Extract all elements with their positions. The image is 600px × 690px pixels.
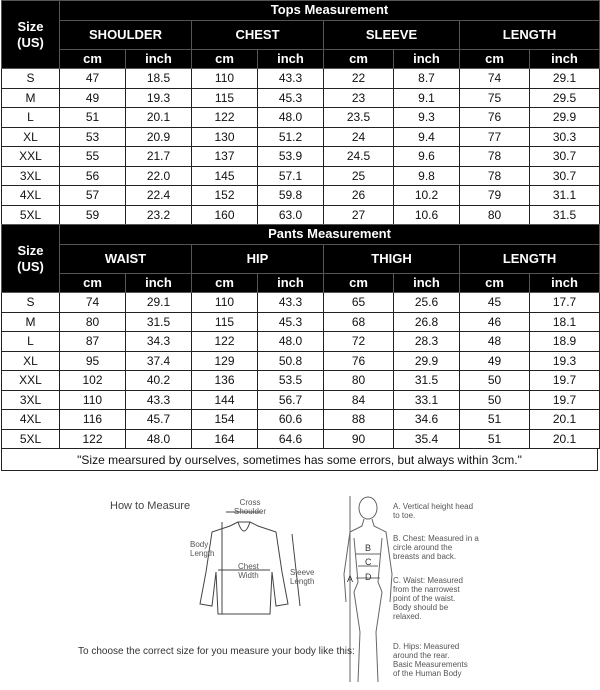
table-cell: 29.1: [126, 293, 192, 313]
table-cell: 130: [192, 127, 258, 147]
table-cell: 115: [192, 312, 258, 332]
table-cell: 45.3: [258, 88, 324, 108]
table-cell: 137: [192, 147, 258, 167]
table-cell: 80: [460, 205, 530, 225]
table-row: [2, 410, 600, 430]
table-cell: 76: [324, 351, 394, 371]
table-cell: 77: [460, 127, 530, 147]
size-label: 4XL: [2, 410, 60, 430]
table-cell: 122: [192, 108, 258, 128]
table-cell: 56: [60, 166, 126, 186]
unit-header: inch: [126, 273, 192, 293]
body-head: [359, 497, 377, 519]
note-b: B. Chest: Measured in a circle around the breasts and back.: [393, 534, 479, 561]
body-length-label: Body Length: [190, 540, 215, 558]
table-cell: 22.4: [126, 186, 192, 206]
table-cell: 34.3: [126, 332, 192, 352]
table-cell: 50: [460, 371, 530, 391]
table-cell: 46: [460, 312, 530, 332]
table-cell: 80: [60, 312, 126, 332]
table-cell: 20.9: [126, 127, 192, 147]
size-label: 5XL: [2, 429, 60, 449]
table-cell: 87: [60, 332, 126, 352]
table-cell: 72: [324, 332, 394, 352]
table-cell: 78: [460, 147, 530, 167]
table-row: [2, 108, 600, 128]
table-cell: 50.8: [258, 351, 324, 371]
table-cell: 9.1: [394, 88, 460, 108]
table-cell: 110: [60, 390, 126, 410]
table-cell: 23.2: [126, 205, 192, 225]
size-label: 5XL: [2, 205, 60, 225]
table-cell: 152: [192, 186, 258, 206]
pants-title: Pants Measurement: [60, 225, 600, 245]
table-cell: 43.3: [258, 69, 324, 89]
letter-b: B: [365, 543, 372, 553]
table-cell: 19.3: [530, 351, 600, 371]
table-cell: 26.8: [394, 312, 460, 332]
table-cell: 48.0: [126, 429, 192, 449]
table-cell: 74: [60, 293, 126, 313]
table-cell: 9.8: [394, 166, 460, 186]
table-cell: 35.4: [394, 429, 460, 449]
table-cell: 50: [460, 390, 530, 410]
unit-header: cm: [192, 273, 258, 293]
size-label: M: [2, 88, 60, 108]
table-cell: 30.7: [530, 147, 600, 167]
table-cell: 51.2: [258, 127, 324, 147]
unit-header: inch: [394, 49, 460, 69]
unit-header: inch: [394, 273, 460, 293]
unit-header: inch: [258, 49, 324, 69]
table-cell: 116: [60, 410, 126, 430]
chest-width-label: Chest Width: [238, 562, 259, 580]
table-cell: 20.1: [126, 108, 192, 128]
table-row: [2, 69, 600, 89]
unit-header: cm: [60, 273, 126, 293]
how-to-measure-panel: [0, 482, 600, 690]
table-cell: 19.7: [530, 371, 600, 391]
unit-header: cm: [324, 49, 394, 69]
table-row: [2, 147, 600, 167]
measure-illustration: [0, 482, 600, 690]
unit-header: inch: [530, 49, 600, 69]
note-c: C. Waist: Measured from the narrowest point of the waist. Body should be relaxed.: [393, 576, 463, 621]
table-cell: 110: [192, 293, 258, 313]
table-cell: 22.0: [126, 166, 192, 186]
table-cell: 31.5: [126, 312, 192, 332]
column-header: HIP: [192, 244, 324, 273]
unit-header: cm: [460, 49, 530, 69]
table-cell: 48: [460, 332, 530, 352]
table-cell: 45.7: [126, 410, 192, 430]
table-cell: 57.1: [258, 166, 324, 186]
table-cell: 51: [60, 108, 126, 128]
table-cell: 45.3: [258, 312, 324, 332]
unit-header: cm: [192, 49, 258, 69]
unit-header: inch: [530, 273, 600, 293]
table-cell: 129: [192, 351, 258, 371]
table-cell: 84: [324, 390, 394, 410]
size-label: XL: [2, 127, 60, 147]
table-cell: 20.1: [530, 429, 600, 449]
size-label: 3XL: [2, 166, 60, 186]
size-header: Size (US): [2, 225, 60, 293]
table-cell: 110: [192, 69, 258, 89]
table-row: [2, 186, 600, 206]
table-cell: 53.9: [258, 147, 324, 167]
table-row: [2, 390, 600, 410]
size-label: XXL: [2, 147, 60, 167]
table-cell: 90: [324, 429, 394, 449]
table-cell: 59: [60, 205, 126, 225]
table-cell: 160: [192, 205, 258, 225]
unit-header: inch: [258, 273, 324, 293]
table-row: [2, 205, 600, 225]
table-cell: 17.7: [530, 293, 600, 313]
table-cell: 25: [324, 166, 394, 186]
size-label: 3XL: [2, 390, 60, 410]
table-cell: 49: [60, 88, 126, 108]
note-a: A. Vertical height head to toe.: [393, 502, 474, 520]
table-cell: 31.5: [394, 371, 460, 391]
table-cell: 48.0: [258, 332, 324, 352]
table-cell: 53: [60, 127, 126, 147]
column-header: WAIST: [60, 244, 192, 273]
table-cell: 145: [192, 166, 258, 186]
letter-c: C: [365, 557, 372, 567]
table-cell: 65: [324, 293, 394, 313]
table-row: [2, 351, 600, 371]
table-cell: 29.5: [530, 88, 600, 108]
table-cell: 18.9: [530, 332, 600, 352]
table-cell: 40.2: [126, 371, 192, 391]
table-cell: 55: [60, 147, 126, 167]
table-cell: 25.6: [394, 293, 460, 313]
cross-shoulder-label: Cross Shoulder: [234, 498, 267, 516]
table-cell: 34.6: [394, 410, 460, 430]
table-cell: 9.3: [394, 108, 460, 128]
table-cell: 20.1: [530, 410, 600, 430]
size-label: S: [2, 293, 60, 313]
unit-header: cm: [460, 273, 530, 293]
table-cell: 48.0: [258, 108, 324, 128]
table-cell: 21.7: [126, 147, 192, 167]
table-row: [2, 429, 600, 449]
table-cell: 9.6: [394, 147, 460, 167]
table-cell: 23: [324, 88, 394, 108]
table-row: [2, 371, 600, 391]
table-cell: 10.6: [394, 205, 460, 225]
table-cell: 64.6: [258, 429, 324, 449]
size-label: L: [2, 108, 60, 128]
table-cell: 56.7: [258, 390, 324, 410]
table-cell: 144: [192, 390, 258, 410]
instruction-text: To choose the correct size for you measure your body like this:: [78, 646, 355, 657]
table-cell: 115: [192, 88, 258, 108]
table-cell: 43.3: [258, 293, 324, 313]
table-cell: 164: [192, 429, 258, 449]
table-cell: 79: [460, 186, 530, 206]
table-cell: 122: [60, 429, 126, 449]
table-cell: 136: [192, 371, 258, 391]
table-cell: 8.7: [394, 69, 460, 89]
size-label: 4XL: [2, 186, 60, 206]
table-cell: 80: [324, 371, 394, 391]
table-cell: 74: [460, 69, 530, 89]
column-header: THIGH: [324, 244, 460, 273]
size-label: XL: [2, 351, 60, 371]
table-cell: 26: [324, 186, 394, 206]
table-cell: 29.1: [530, 69, 600, 89]
tops-measurement-table: [1, 0, 600, 225]
table-cell: 51: [460, 410, 530, 430]
table-cell: 57: [60, 186, 126, 206]
table-cell: 49: [460, 351, 530, 371]
table-cell: 102: [60, 371, 126, 391]
table-cell: 24.5: [324, 147, 394, 167]
table-cell: 154: [192, 410, 258, 430]
table-cell: 60.6: [258, 410, 324, 430]
table-cell: 10.2: [394, 186, 460, 206]
table-cell: 27: [324, 205, 394, 225]
table-cell: 95: [60, 351, 126, 371]
table-cell: 76: [460, 108, 530, 128]
table-cell: 30.3: [530, 127, 600, 147]
table-cell: 30.7: [530, 166, 600, 186]
column-header: SHOULDER: [60, 20, 192, 49]
size-label: M: [2, 312, 60, 332]
table-cell: 28.3: [394, 332, 460, 352]
column-header: SLEEVE: [324, 20, 460, 49]
table-cell: 19.7: [530, 390, 600, 410]
table-cell: 122: [192, 332, 258, 352]
table-cell: 22: [324, 69, 394, 89]
how-to-measure-title: How to Measure: [110, 500, 191, 512]
table-cell: 31.5: [530, 205, 600, 225]
column-header: LENGTH: [460, 20, 600, 49]
table-cell: 19.3: [126, 88, 192, 108]
table-cell: 18.5: [126, 69, 192, 89]
size-label: L: [2, 332, 60, 352]
table-row: [2, 332, 600, 352]
table-cell: 47: [60, 69, 126, 89]
table-cell: 29.9: [530, 108, 600, 128]
table-cell: 51: [460, 429, 530, 449]
pants-measurement-table: [1, 224, 600, 449]
table-row: [2, 88, 600, 108]
table-cell: 33.1: [394, 390, 460, 410]
sleeve-length-label: Sleeve Length: [290, 568, 315, 586]
table-cell: 37.4: [126, 351, 192, 371]
table-cell: 31.1: [530, 186, 600, 206]
table-row: [2, 312, 600, 332]
table-cell: 78: [460, 166, 530, 186]
letter-d: D: [365, 572, 372, 582]
unit-header: inch: [126, 49, 192, 69]
table-row: [2, 293, 600, 313]
column-header: CHEST: [192, 20, 324, 49]
size-header: Size (US): [2, 1, 60, 69]
table-cell: 53.5: [258, 371, 324, 391]
table-cell: 24: [324, 127, 394, 147]
table-cell: 63.0: [258, 205, 324, 225]
shirt-neckline: [238, 522, 250, 531]
table-cell: 9.4: [394, 127, 460, 147]
note-d: D. Hips: Measured around the rear. Basic Measurements of the Human Body: [393, 642, 468, 678]
letter-a: A: [347, 574, 354, 584]
size-label: S: [2, 69, 60, 89]
measurement-note: "Size mearsured by ourselves, sometimes has some errors, but always within 3cm.": [1, 449, 598, 471]
table-row: [2, 127, 600, 147]
table-cell: 88: [324, 410, 394, 430]
table-cell: 75: [460, 88, 530, 108]
table-row: [2, 166, 600, 186]
table-cell: 29.9: [394, 351, 460, 371]
table-cell: 43.3: [126, 390, 192, 410]
tops-title: Tops Measurement: [60, 1, 600, 21]
table-cell: 45: [460, 293, 530, 313]
table-cell: 23.5: [324, 108, 394, 128]
size-label: XXL: [2, 371, 60, 391]
unit-header: cm: [60, 49, 126, 69]
unit-header: cm: [324, 273, 394, 293]
table-cell: 18.1: [530, 312, 600, 332]
column-header: LENGTH: [460, 244, 600, 273]
table-cell: 68: [324, 312, 394, 332]
table-cell: 59.8: [258, 186, 324, 206]
